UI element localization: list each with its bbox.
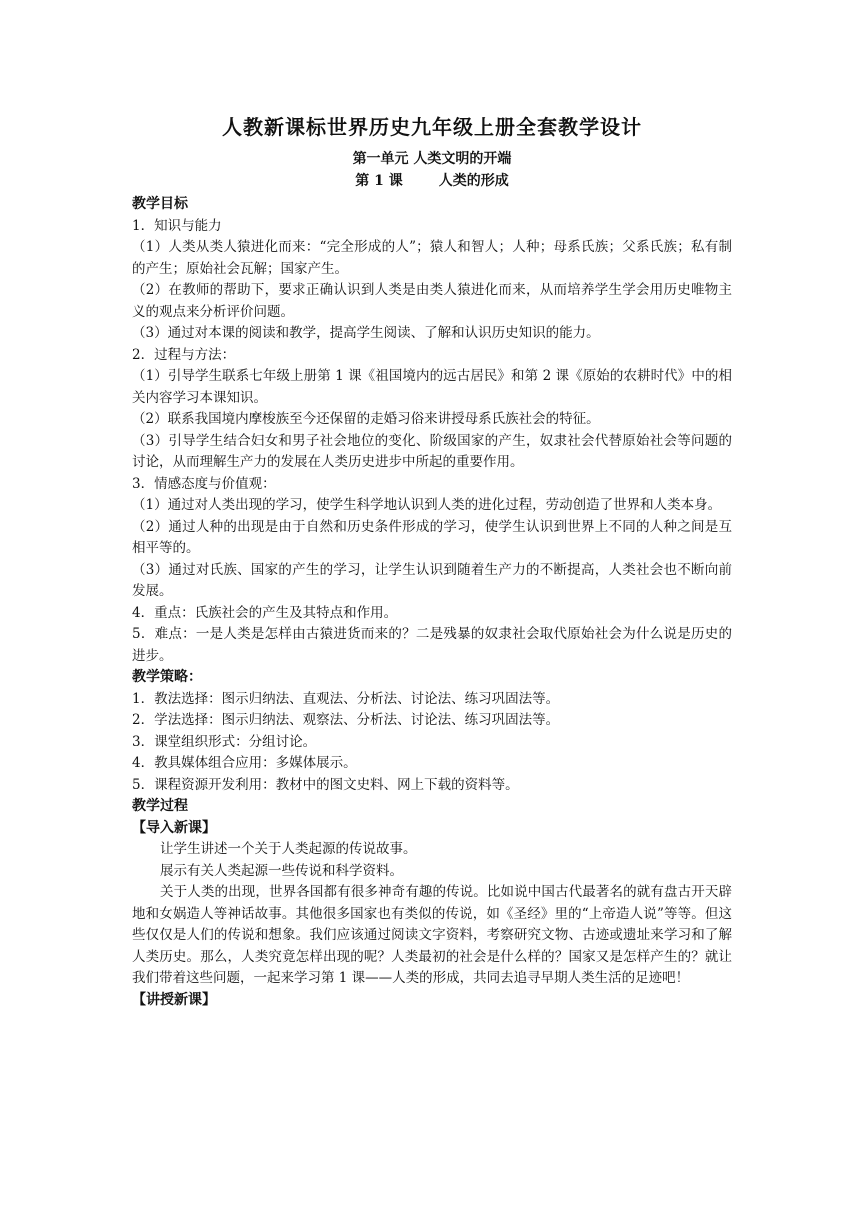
- body-paragraph: 1．知识与能力: [132, 217, 222, 234]
- lesson-number: 第 1 课: [355, 173, 403, 189]
- section-heading: 教学目标: [132, 196, 188, 212]
- section-heading: 教学过程: [132, 798, 188, 814]
- body-paragraph: 5．难点：一是人类是怎样由古猿进货而来的？二是残暴的奴隶社会取代原始社会为什么说是历史的进步。: [132, 626, 732, 664]
- body-paragraph: （1）引导学生联系七年级上册第 1 课《祖国境内的远古居民》和第 2 课《原始的农耕时代》中的相关内容学习本课知识。: [132, 368, 732, 406]
- body-paragraph: （1）人类从类人猿进化而来：“完全形成的人”；猿人和智人；人种；母系氏族；父系氏族；私有制的产生；原始社会瓦解；国家产生。: [132, 239, 732, 277]
- body-paragraph: 3．情感态度与价值观：: [132, 475, 276, 492]
- section-heading: 【导入新课】: [132, 819, 216, 836]
- body-paragraph: 4．教具媒体组合应用：多媒体展示。: [132, 755, 357, 771]
- body-paragraph: 5．课程资源开发利用：教材中的图文史料、网上下载的资料等。: [132, 776, 519, 793]
- body-paragraph: 2．过程与方法：: [132, 346, 236, 363]
- body-paragraph: （2）在教师的帮助下，要求正确认识到人类是由类人猿进化而来，从而培养学生学会用历史唯物主义的观点来分析评价问题。: [132, 282, 732, 320]
- body-paragraph: （1）通过对人类出现的学习，使学生科学地认识到人类的进化过程，劳动创造了世界和人类本身。: [132, 497, 722, 513]
- document-body: [132, 112, 732, 1011]
- document-title: 人教新课标世界历史九年级上册全套教学设计: [222, 115, 642, 139]
- body-paragraph: 展示有关人类起源一些传说和科学资料。: [160, 862, 403, 879]
- body-paragraph: 关于人类的出现，世界各国都有很多神奇有趣的传说。比如说中国古代最著名的就有盘古开天辟地和女娲造人等神话故事。其他很多国家也有类似的传说，如《圣经》里的“上帝造人说”等等。但这些仅仅是人们的传说和想象。我们应该通过阅读文字资料，考察研究文物、古迹或遗址来学习和了解人类历史。那么，人类究竟怎样出现的呢？人类最初的社会是什么样的？国家又是怎样产生的？就让我们带着这些问题，一起来学习第 1 课——人类的形成，共同去追寻早期人类生活的足迹吧！: [132, 884, 732, 986]
- body-paragraph: 1．教法选择：图示归纳法、直观法、分析法、讨论法、练习巩固法等。: [132, 690, 560, 707]
- body-paragraph: （3）引导学生结合妇女和男子社会地位的变化、阶级国家的产生，奴隶社会代替原始社会等问题的讨论，从而理解生产力的发展在人类历史进步中所起的重要作用。: [132, 432, 732, 470]
- body-paragraph: 2．学法选择：图示归纳法、观察法、分析法、讨论法、练习巩固法等。: [132, 712, 560, 728]
- lesson-name: 人类的形成: [438, 173, 509, 189]
- lesson-heading: [132, 170, 732, 192]
- body-paragraph: （2）联系我国境内摩梭族至今还保留的走婚习俗来讲授母系氏族社会的特征。: [132, 411, 600, 427]
- body-paragraph: （3）通过对氏族、国家的产生的学习，让学生认识到随着生产力的不断提高，人类社会也不断向前发展。: [132, 561, 732, 599]
- body-paragraph: 4．重点：氏族社会的产生及其特点和作用。: [132, 604, 398, 621]
- body-paragraph: （2）通过人种的出现是由于自然和历史条件形成的学习，使学生认识到世界上不同的人种之间是互相平等的。: [132, 518, 732, 556]
- unit-heading: 第一单元 人类文明的开端: [352, 151, 512, 167]
- body-paragraph: （3）通过对本课的阅读和教学，提高学生阅读、了解和认识历史知识的能力。: [132, 325, 600, 341]
- section-heading: 教学策略：: [132, 669, 202, 685]
- document-text: [132, 194, 732, 1011]
- body-paragraph: 让学生讲述一个关于人类起源的传说故事。: [160, 841, 417, 857]
- section-heading: 【讲授新课】: [132, 991, 216, 1008]
- body-paragraph: 3．课堂组织形式：分组讨论。: [132, 733, 317, 750]
